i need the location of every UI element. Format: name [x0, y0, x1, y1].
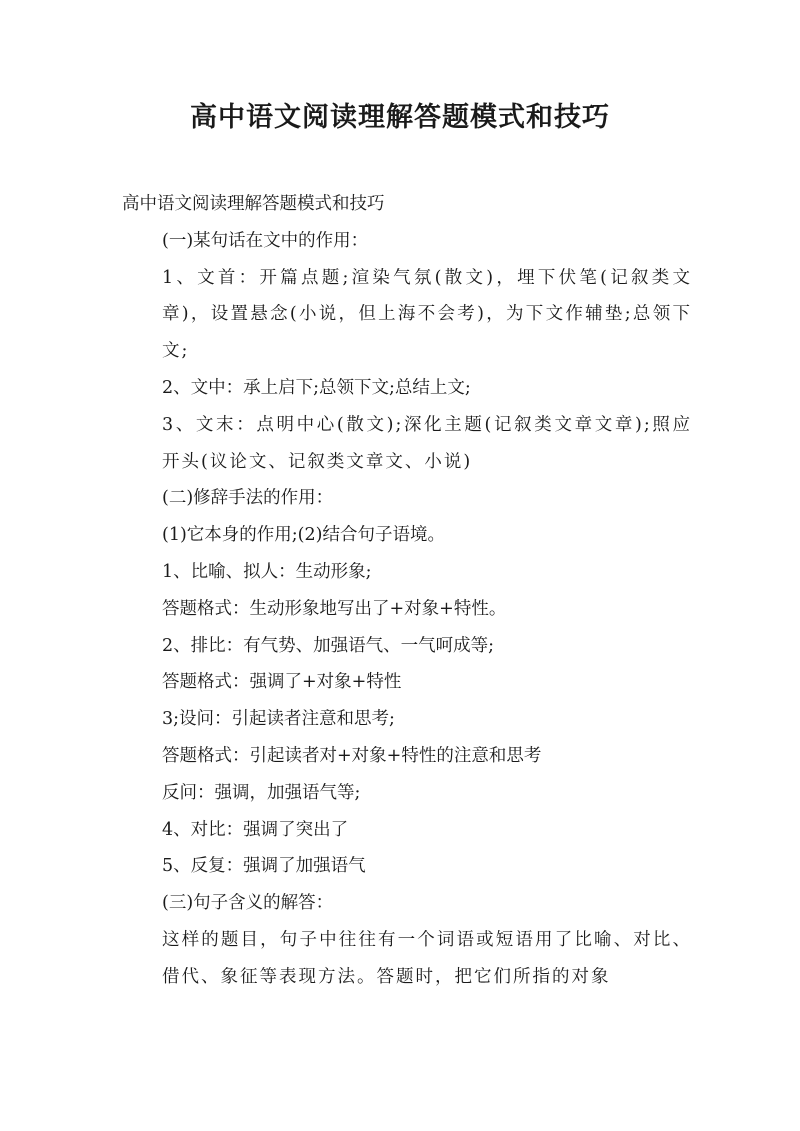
paragraph-section-1-heading: (一)某句话在文中的作用： [162, 230, 369, 251]
paragraph-metaphor: 1、比喻、拟人：生动形象; [162, 561, 372, 582]
paragraph-sentence-meaning: 这样的题目，句子中往往有一个词语或短语用了比喻、对比、借代、象征等表现方法。答题时，把它们所指的对象 [162, 929, 692, 987]
paragraph-metaphor-format: 答题格式：生动形象地写出了+对象+特性。 [162, 598, 507, 619]
paragraph-text-end: 3、文末：点明中心(散文);深化主题(记叙类文章文章);照应开头(议论文、记叙类文章文、小说) [162, 414, 692, 472]
paragraph-parallelism-format: 答题格式：强调了+对象+特性 [162, 672, 402, 693]
paragraph-text-middle: 2、文中：承上启下;总领下文;总结上文; [162, 377, 471, 398]
paragraph-rhetorical-question-format: 答题格式：引起读者对+对象+特性的注意和思考 [162, 745, 542, 766]
paragraph-repetition: 5、反复：强调了加强语气 [162, 856, 366, 877]
paragraph-text-beginning: 1、文首：开篇点题;渲染气氛(散文)，埋下伏笔(记叙类文章)，设置悬念(小说，但上海不会考)，为下文作辅垫;总领下文; [162, 267, 692, 362]
paragraph-subtitle: 高中语文阅读理解答题模式和技巧 [122, 194, 385, 214]
document-title: 高中语文阅读理解答题模式和技巧 [190, 102, 610, 133]
paragraph-rhetoric-function: (1)它本身的作用;(2)结合句子语境。 [162, 525, 445, 546]
paragraph-counter-question: 反问：强调，加强语气等; [162, 782, 361, 803]
paragraph-section-3-heading: (三)句子含义的解答： [162, 893, 334, 914]
paragraph-section-2-heading: (二)修辞手法的作用： [162, 488, 334, 509]
paragraph-rhetorical-question: 3;设问：引起读者注意和思考; [162, 709, 395, 730]
paragraph-contrast: 4、对比：强调了突出了 [162, 819, 349, 840]
document-body [122, 186, 692, 996]
paragraph-parallelism: 2、排比：有气势、加强语气、一气呵成等; [162, 635, 495, 656]
